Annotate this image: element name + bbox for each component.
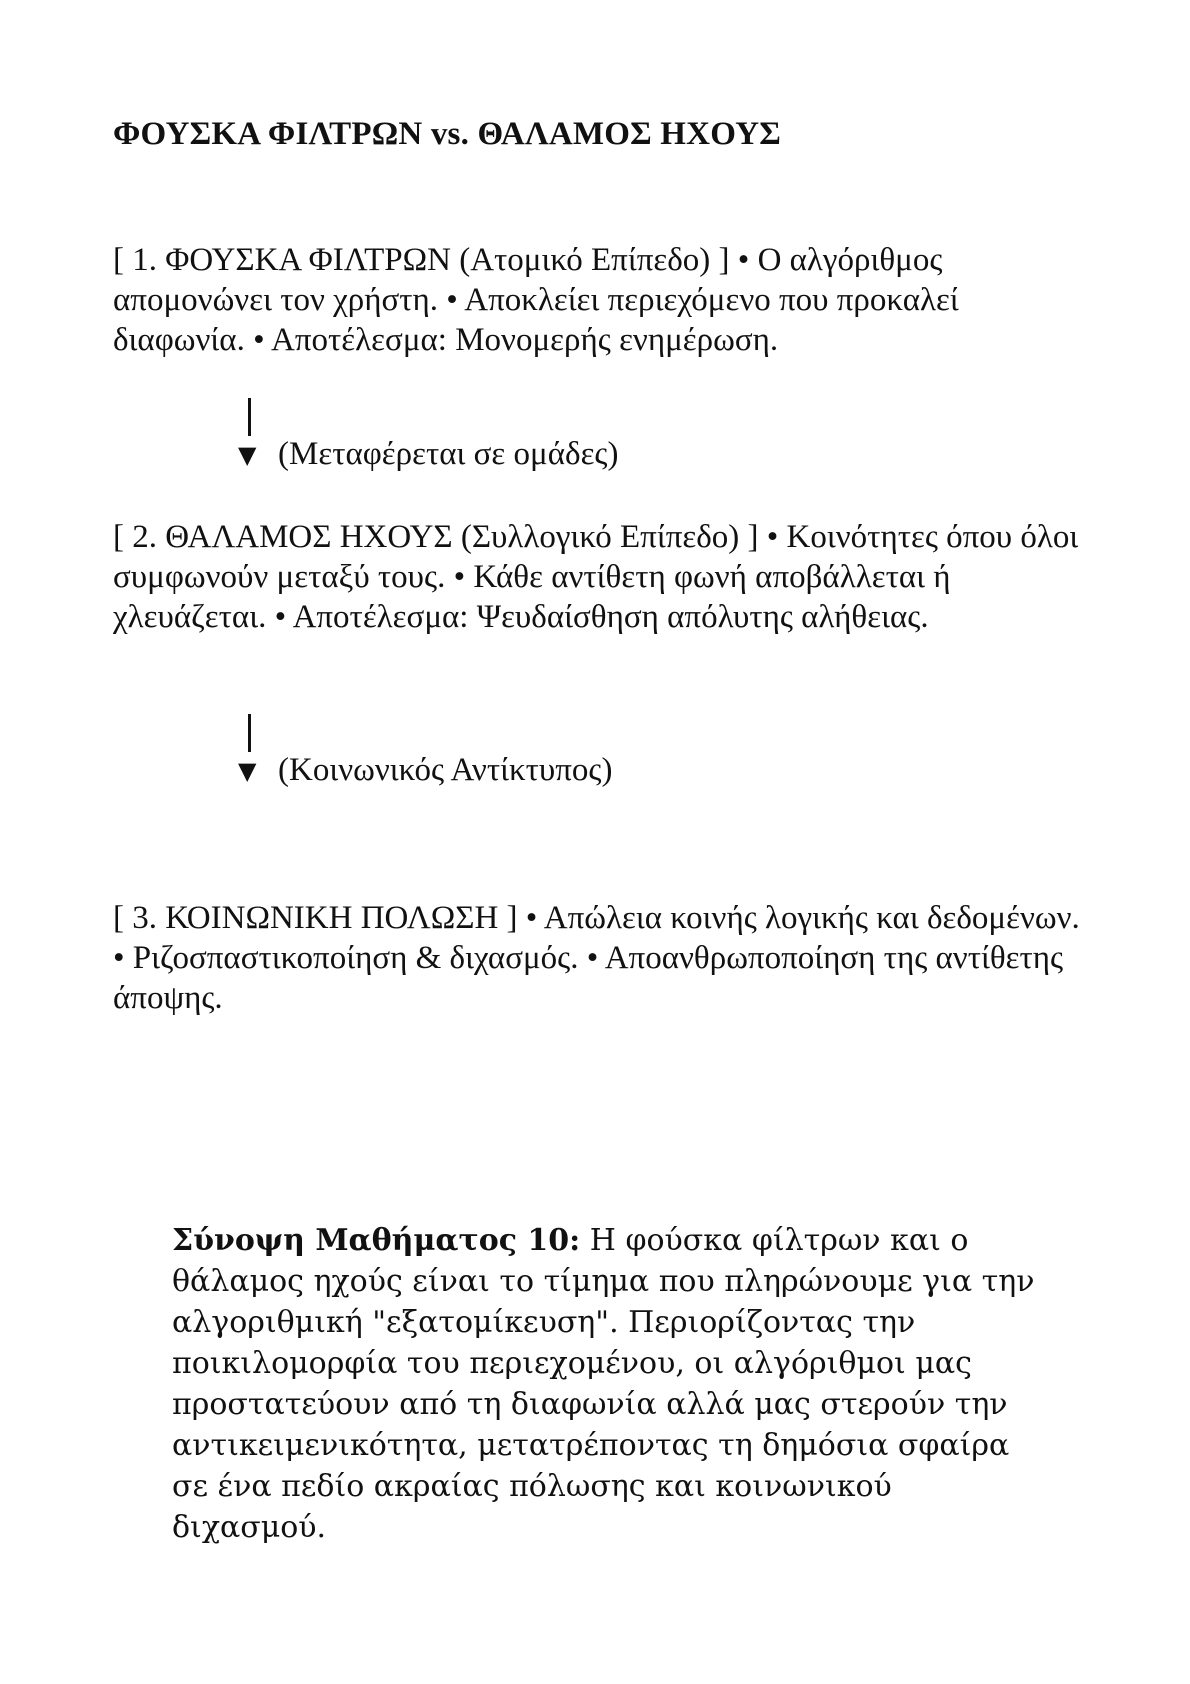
connector-label: (Κοινωνικός Αντίκτυπος) bbox=[278, 752, 613, 788]
summary-heading: Σύνοψη Μαθήματος 10: bbox=[172, 1223, 581, 1258]
page-title: ΦΟΥΣΚΑ ΦΙΛΤΡΩΝ vs. ΘΑΛΑΜΟΣ ΗΧΟΥΣ bbox=[113, 116, 782, 152]
connector-line bbox=[248, 398, 251, 436]
lesson-summary bbox=[172, 1220, 1052, 1548]
flow-connector-1 bbox=[238, 398, 838, 478]
down-arrow-icon: ▼ bbox=[238, 441, 257, 469]
flow-connector-2 bbox=[238, 714, 838, 794]
connector-line bbox=[248, 714, 251, 752]
section-echo-chamber: [ 2. ΘΑΛΑΜΟΣ ΗΧΟΥΣ (Συλλογικό Επίπεδο) ] • Κοινότητες όπου όλοι συμφωνούν μεταξύ τους. • Κάθε αντίθετη φωνή αποβάλλεται ή χλευάζεται. • Αποτέλεσμα: Ψευδαίσθηση απόλυτης αλήθειας. bbox=[113, 519, 1079, 635]
down-arrow-icon: ▼ bbox=[238, 757, 257, 785]
section-social-polarization: [ 3. ΚΟΙΝΩΝΙΚΗ ΠΟΛΩΣΗ ] • Απώλεια κοινής λογικής και δεδομένων. • Ριζοσπαστικοποίηση & διχασμός. • Αποανθρωποποίηση της αντίθετης άποψης. bbox=[113, 900, 1080, 1016]
connector-label: (Μεταφέρεται σε ομάδες) bbox=[278, 436, 619, 472]
summary-body: Η φούσκα φίλτρων και ο θάλαμος ηχούς είναι το τίμημα που πληρώνουμε για την αλγοριθμική "εξατομίκευση". Περιορίζοντας την ποικιλομορφία του περιεχομένου, οι αλγόριθμοι μας προστατεύουν από τη διαφωνία αλλά μας στερούν την αντικειμενικότητα, μετατρέποντας τη δημόσια σφαίρα σε ένα πεδίο ακραίας πόλωσης και κοινωνικού διχασμού. bbox=[172, 1223, 1035, 1545]
section-filter-bubble: [ 1. ΦΟΥΣΚΑ ΦΙΛΤΡΩΝ (Ατομικό Επίπεδο) ] • Ο αλγόριθμος απομονώνει τον χρήστη. • Αποκλείει περιεχόμενο που προκαλεί διαφωνία. • Αποτέλεσμα: Μονομερής ενημέρωση. bbox=[113, 242, 959, 358]
